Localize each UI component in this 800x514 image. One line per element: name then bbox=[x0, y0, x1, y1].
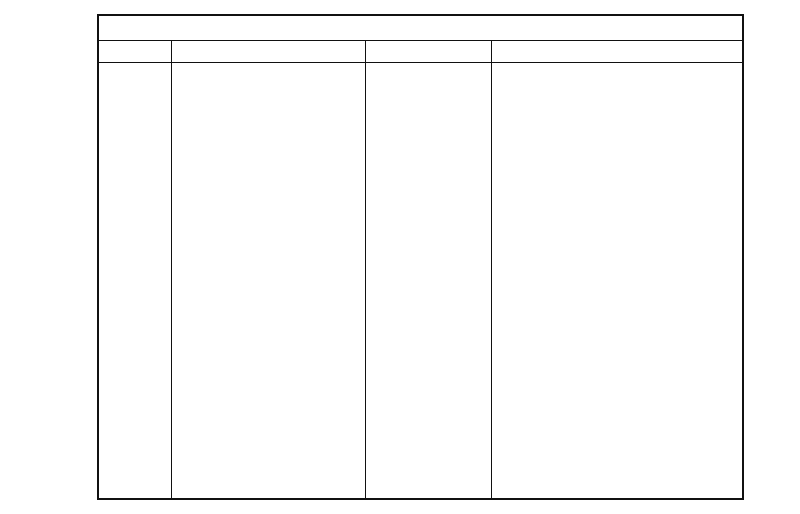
registry-sheet bbox=[97, 14, 744, 500]
section-title-row bbox=[99, 16, 742, 41]
table-header-row bbox=[99, 40, 742, 63]
column-divider bbox=[171, 40, 172, 498]
column-divider bbox=[365, 40, 366, 498]
column-divider bbox=[491, 40, 492, 498]
